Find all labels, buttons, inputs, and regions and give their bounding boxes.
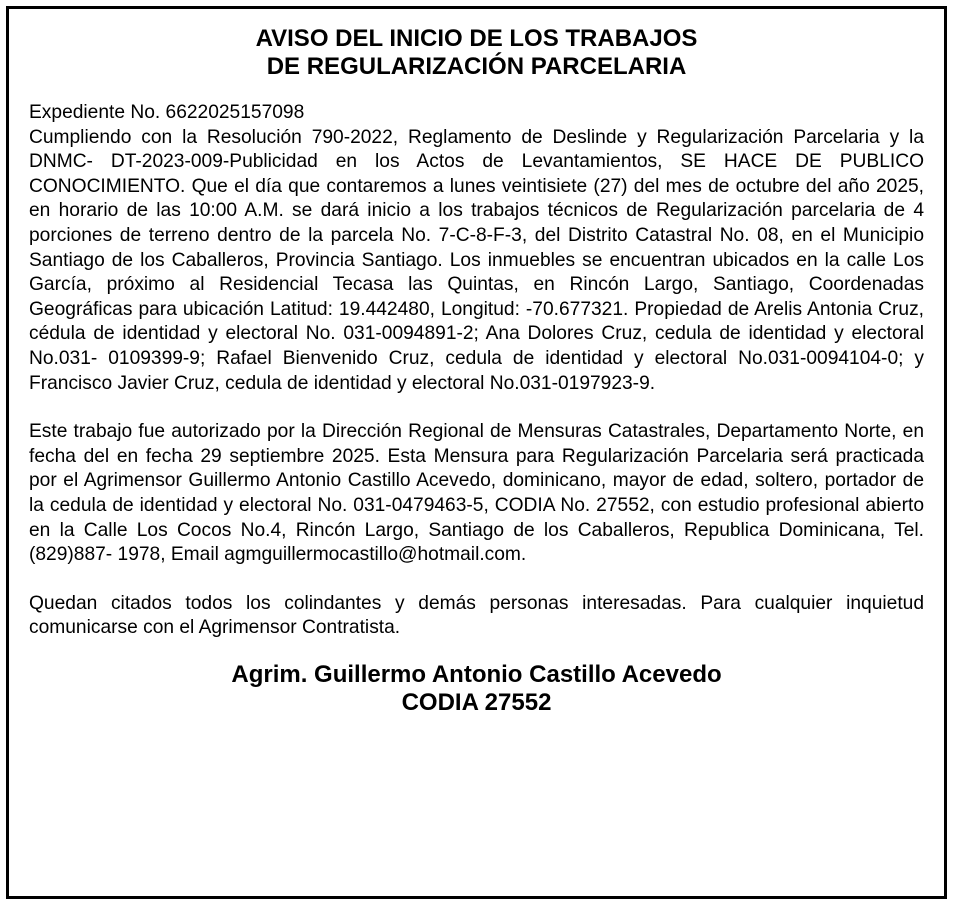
notice-box <box>6 6 947 899</box>
expediente-number: Expediente No. 6622025157098 <box>29 102 305 123</box>
signature-codia: CODIA 27552 <box>401 688 552 716</box>
title-line-2: DE REGULARIZACIÓN PARCELARIA <box>266 53 687 80</box>
paragraph-authorization: Este trabajo fue autorizado por la Dirección Regional de Mensuras Catastrales, Departamento Norte, en fecha del en fecha 29 septiembre 2025. Esta Mensura para Regularización Parcelaria será practicada por el Agrimensor Guillermo Antonio Castillo Acevedo, dominicano, mayor de edad, soltero, portador de la cedula de identidad y electoral No. 031-0479463-5, CODIA No. 27552, con estudio profesional abierto en la Calle Los Cocos No.4, Rincón Largo, Santiago de los Caballeros, Republica Dominicana, Tel. (829)887- 1978, Email agmguillermocastillo@hotmail.com. <box>29 421 924 566</box>
title-line-1: AVISO DEL INICIO DE LOS TRABAJOS <box>255 25 698 52</box>
paragraph-resolution: Cumpliendo con la Resolución 790-2022, Reglamento de Deslinde y Regularización Parcelaria y la DNMC- DT-2023-009-Publicidad en los Actos de Levantamientos, SE HACE DE PUBLICO CONOCIMIENTO. Que el día que contaremos a lunes veintisiete (27) del mes de octubre del año 2025, en horario de las 10:00 A.M. se dará inicio a los trabajos técnicos de Regularización parcelaria de 4 porciones de terreno dentro de la parcela No. 7-C-8-F-3, del Distrito Catastral No. 08, en el Municipio Santiago de los Caballeros, Provincia Santiago. Los inmuebles se encuentran ubicados en la calle Los García, próximo al Residencial Tecasa las Quintas, en Rincón Largo, Santiago, Coordenadas Geográficas para ubicación Latitud: 19.442480, Longitud: -70.677321. Propiedad de Arelis Antonia Cruz, cédula de identidad y electoral No. 031-0094891-2; Ana Dolores Cruz, cedula de identidad y electoral No.031- 0109399-9; Rafael Bienvenido Cruz, cedula de identidad y electoral No.031-0094104-0; y Francisco Javier Cruz, cedula de identidad y electoral No.031-0197923-9. <box>29 126 924 394</box>
notice-title <box>29 25 924 81</box>
signature-name: Agrim. Guillermo Antonio Castillo Acevedo <box>231 660 722 688</box>
paragraph-citation: Quedan citados todos los colindantes y demás personas interesadas. Para cualquier inquietud comunicarse con el Agrimensor Contratista. <box>29 592 924 639</box>
signature-block <box>29 661 924 717</box>
